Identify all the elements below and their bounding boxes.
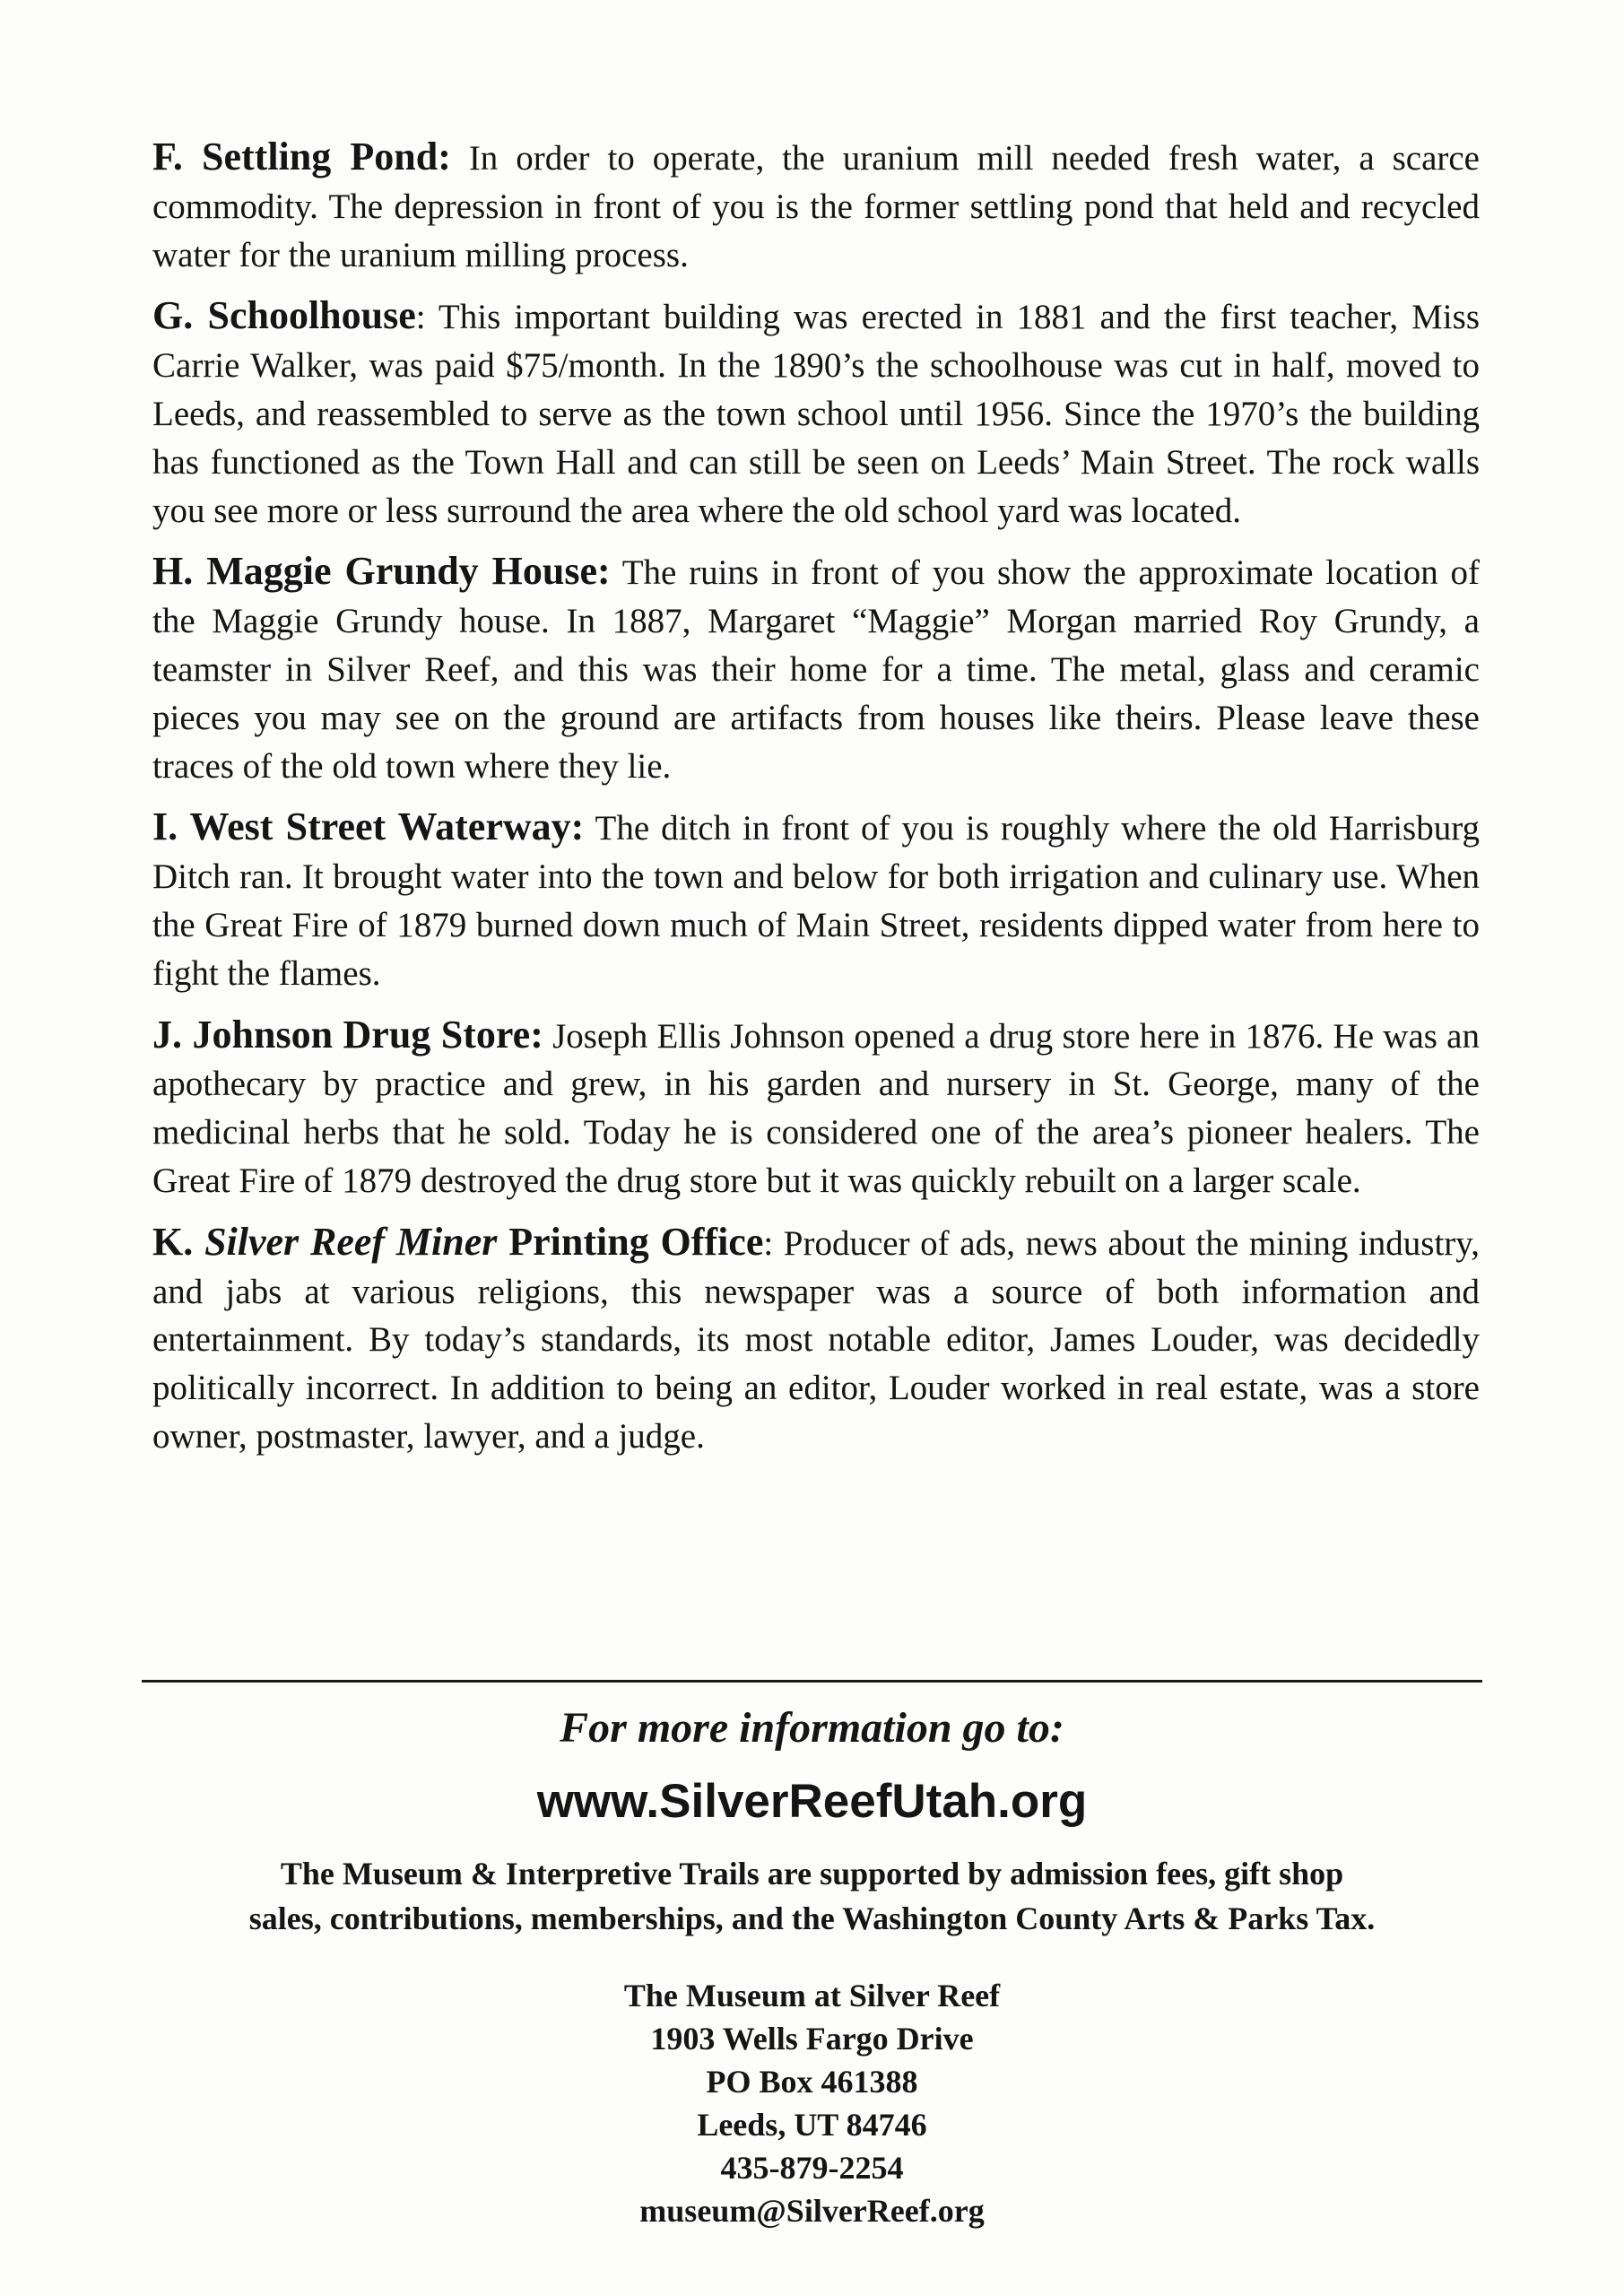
stop-heading-prefix: K. [152, 1219, 205, 1264]
stop-g-schoolhouse [152, 291, 1480, 535]
stop-heading: I. West Street Waterway: [152, 804, 585, 849]
museum-address-block [0, 1974, 1624, 2232]
stop-heading-suffix: Printing Office [497, 1219, 764, 1264]
stop-description: Joseph Ellis Johnson opened a drug store here in 1876. He was an apothecary by practice and grew, in his garden and nursery in St. George, many of the medicinal herbs that he sold. Today he is considered one of the area’s pioneer healers. The Great Fire of 1879 destroyed the drug store but it was quickly rebuilt on a larger scale. [152, 1016, 1480, 1200]
stop-heading: G. Schoolhouse [152, 293, 416, 338]
website-link[interactable]: www.SilverReefUtah.org [536, 1775, 1088, 1828]
stop-description: In order to operate, the uranium mill needed fresh water, a scarce commodity. The depression in front of you is the former settling pond that held and recycled water for the uranium milling process. [152, 139, 1480, 274]
support-line: sales, contributions, memberships, and the Washington County Arts & Parks Tax. [248, 1900, 1376, 1936]
stop-heading [152, 1220, 763, 1264]
po-box: PO Box 461388 [706, 2064, 918, 2100]
phone-number: 435-879-2254 [720, 2150, 904, 2186]
section-divider [142, 1680, 1482, 1683]
stop-description: : Producer of ads, news about the mining industry, and jabs at various religions, this newspaper was a source of both information and entertainment. By today’s standards, its most notable editor, James Louder, was decidedly politically incorrect. In addition to being an editor, Louder worked in real estate, was a store owner, postmaster, lawyer, and a judge. [152, 1223, 1480, 1456]
support-statement [143, 1851, 1481, 1941]
stop-f-settling-pond [152, 133, 1480, 279]
more-info-heading: For more information go to: [560, 1704, 1064, 1752]
stop-k-printing-office [152, 1218, 1480, 1461]
stop-i-west-street-waterway [152, 803, 1480, 997]
support-line: The Museum & Interpretive Trails are supported by admission fees, gift shop [280, 1856, 1344, 1892]
newspaper-title: Silver Reef Miner [204, 1219, 498, 1264]
stop-heading: H. Maggie Grundy House: [152, 549, 611, 594]
museum-name: The Museum at Silver Reef [623, 1978, 1001, 2013]
stop-description: : This important building was erected in 1881 and the first teacher, Miss Carrie Walker, was paid $75/month. In the 1890’s the schoolhouse was cut in half, moved to Leeds, and reassembled to serve as the town school until 1956. Since the 1970’s the building has functioned as the Town Hall and can still be seen on Leeds’ Main Street. The rock walls you see more or less surround the area where the old school yard was located. [152, 298, 1480, 530]
trail-stops-list [152, 133, 1480, 1474]
email-address[interactable]: museum@SilverReef.org [639, 2193, 985, 2229]
stop-description: The ruins in front of you show the approximate location of the Maggie Grundy house. In 1887, Margaret “Maggie” Morgan married Roy Grundy, a teamster in Silver Reef, and this was their home for a time. The metal, glass and ceramic pieces you may see on the ground are artifacts from houses like theirs. Please leave these traces of the old town where they lie. [152, 553, 1480, 786]
stop-heading: J. Johnson Drug Store: [152, 1012, 543, 1057]
stop-heading: F. Settling Pond: [152, 135, 451, 178]
city-state-zip: Leeds, UT 84746 [697, 2107, 927, 2143]
stop-j-johnson-drug-store [152, 1011, 1480, 1205]
stop-h-maggie-grundy-house [152, 547, 1480, 790]
stop-description: The ditch in front of you is roughly where the old Harrisburg Ditch ran. It brought water into the town and below for both irrigation and culinary use. When the Great Fire of 1879 burned down much of Main Street, residents dipped water from here to fight the flames. [152, 809, 1480, 993]
street-address: 1903 Wells Fargo Drive [650, 2021, 974, 2057]
